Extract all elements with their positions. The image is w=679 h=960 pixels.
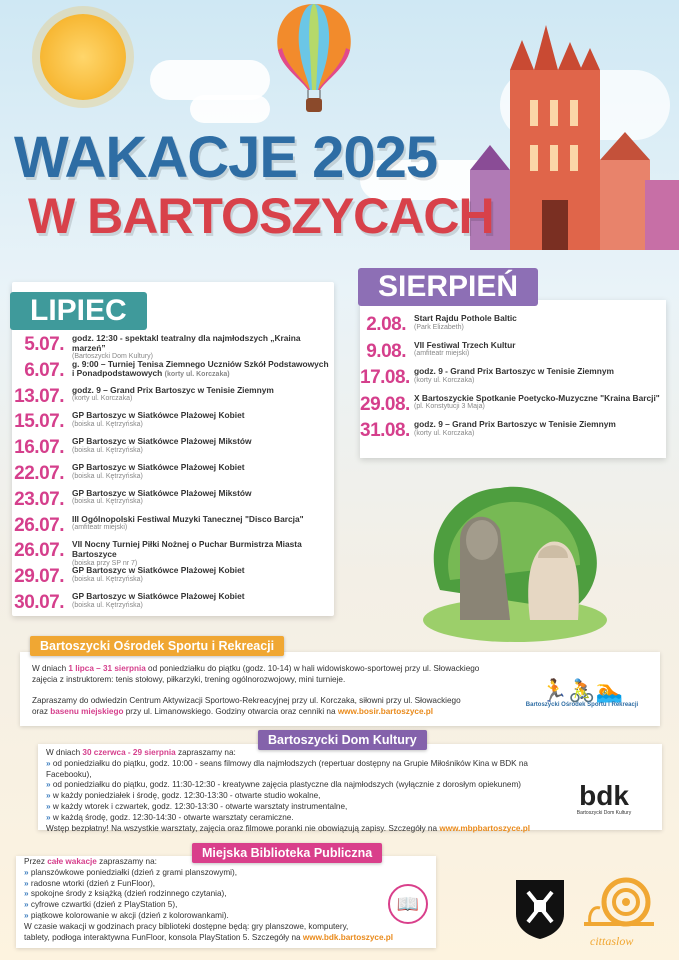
bosir-logo-text: Bartoszycki Ośrodek Sportu i Rekreacji <box>525 702 639 708</box>
bosir-logo <box>508 680 656 708</box>
list-item: » w każdą środę, godz. 12:30-14:30 - otwarte warsztaty ceramiczne. <box>46 812 294 822</box>
list-item: » spokojne środy z książką (dzień rodzinnego czytania), <box>24 889 227 899</box>
event-item <box>14 463 332 489</box>
bosir-section <box>20 652 660 726</box>
event-date: 29.08. <box>360 393 410 415</box>
event-date: 15.07. <box>14 411 64 433</box>
event-date: 23.07. <box>14 488 64 510</box>
sierpien-event-list <box>360 314 664 447</box>
list-item: » od poniedziałku do piątku, godz. 10:00 - seans filmowy dla najmłodszych (repertuar dostępny na Grupie Miłośników Kina w BDK na Facebooku), <box>46 758 528 779</box>
event-place: (korty ul. Korczaka) <box>164 371 230 379</box>
event-date: 29.07. <box>14 566 64 588</box>
sport-figures-icon: 🏃🚴🏊 <box>540 678 624 703</box>
mbp-outro-2: tablety, podłoga interaktywna FunFloor, konsola PlayStation 5. Szczegóły na <box>24 932 303 942</box>
list-item: » w każdy poniedziałek i środę, godz. 12:30-13:30 - otwarte studio wokalne, <box>46 791 321 801</box>
event-title: VII Festiwal Trzech Kultur <box>414 339 516 350</box>
bosir-title: Bartoszycki Ośrodek Sportu i Rekreacji <box>30 636 284 656</box>
event-date: 5.07. <box>24 334 64 355</box>
event-title: III Ogólnopolski Festiwal Muzyki Tanecznej "Disco Barcja" <box>72 513 304 524</box>
event-place: (Bartoszycki Dom Kultury) <box>72 353 153 361</box>
page-title: WAKACJE 2025 <box>14 125 438 190</box>
bdk-item: od poniedziałku do piątku, godz. 11:30-12:30 - kreatywne zajęcia plastyczne dla najmłodszych (wyłącznie z dorosłym opiekunem) <box>52 780 521 790</box>
bosir-p2-c: przy ul. Limanowskiego. Godziny otwarcia oraz cenniki na <box>123 706 338 716</box>
bdk-item: w każdy wtorek i czwartek, godz. 12:30-13:30 - otwarte warsztaty instrumentalne, <box>52 802 348 812</box>
bosir-p1-b: od poniedziałku do piątku (godz. 10-14) w hali widowiskowo-sportowej przy ul. Słowackiego <box>145 664 480 673</box>
event-place: (korty ul. Korczaka) <box>72 395 133 403</box>
library-logo <box>388 884 428 924</box>
event-item <box>14 334 332 360</box>
event-item <box>14 360 332 386</box>
mbp-highlight: całe wakacje <box>47 857 97 866</box>
cloud <box>190 95 270 123</box>
event-date: 16.07. <box>14 437 64 459</box>
event-title: GP Bartoszyc w Siatkówce Plażowej Mikstów <box>72 436 252 447</box>
mbp-outro-1: W czasie wakacji w godzinach pracy biblioteki dostępne będą: gry planszowe, komputery, <box>24 921 349 931</box>
event-place: (korty ul. Korczaka) <box>414 376 475 384</box>
bosir-p2-a: Zapraszamy do odwiedzin Centrum Aktywizacji Sportowo-Rekreacyjnej przy ul. Korczaka, siłowni przy ul. Słowackiego <box>32 696 461 705</box>
bdk-outro: Wstęp bezpłatny! Na wszystkie warsztaty, zajęcia oraz filmowe poranki nie obowiązują zapisy. Szczegóły na <box>46 823 440 833</box>
event-place: (boiska ul. Kętrzyńska) <box>72 575 143 583</box>
event-place: (korty ul. Korczaka) <box>414 429 475 437</box>
month-label-sierpien: SIERPIEŃ <box>358 268 538 306</box>
lipiec-event-list <box>14 334 332 618</box>
bosir-pool: basenu miejskiego <box>50 706 124 716</box>
event-item <box>360 341 664 368</box>
event-item <box>14 489 332 515</box>
page-subtitle: W BARTOSZYCACH <box>28 188 494 244</box>
event-title: Start Rajdu Pothole Baltic <box>414 313 517 323</box>
sun-icon <box>40 14 126 100</box>
list-item: » planszówkowe poniedziałki (dzień z grami planszowymi), <box>24 867 237 877</box>
event-item <box>14 540 332 566</box>
event-place: (Park Elizabeth) <box>414 323 464 331</box>
event-title: X Bartoszyckie Spotkanie Poetycko-Muzyczne "Kraina Barcji" <box>414 392 660 403</box>
bdk-title: Bartoszycki Dom Kultury <box>258 730 427 750</box>
mbp-link[interactable]: www.bdk.bartoszyce.pl <box>302 932 394 942</box>
sculpture-illustration <box>420 470 610 650</box>
event-title: godz. 9 – Grand Prix Bartoszyc w Tenisie Ziemnym <box>414 419 616 429</box>
mbp-item: spokojne środy z książką (dzień rodzinnego czytania), <box>30 889 227 899</box>
bdk-logo-mark <box>568 782 640 810</box>
hot-air-balloon-icon <box>268 0 360 120</box>
list-item: » od poniedziałku do piątku, godz. 11:30-12:30 - kreatywne zajęcia plastyczne dla najmłodszych (wyłącznie z dorosłym opiekunem) <box>46 780 521 790</box>
bdk-logo <box>568 782 640 816</box>
event-date: 26.07. <box>14 540 64 562</box>
bdk-intro-a: W dniach <box>46 748 83 757</box>
event-title: VII Nocny Turniej Piłki Nożnej o Puchar Burmistrza Miasta Bartoszyce <box>72 539 302 560</box>
event-date: 17.08. <box>360 367 410 388</box>
bdk-section <box>38 744 662 833</box>
event-item <box>360 394 664 421</box>
bosir-p1-c: zajęcia z instruktorem: tenis stołowy, piłkarzyki, trening ogólnorozwojowy, mini turnieje. <box>32 674 346 684</box>
book-icon: 📖 <box>396 893 420 914</box>
mbp-item: radosne wtorki (dzień z FunFloor), <box>30 878 156 888</box>
event-place: (boiska ul. Kętrzyńska) <box>72 472 143 480</box>
event-item <box>14 515 332 541</box>
event-place: (boiska ul. Kętrzyńska) <box>72 446 143 454</box>
event-title: GP Bartoszyc w Siatkówce Plażowej Kobiet <box>72 410 245 421</box>
event-date: 9.08. <box>366 340 406 362</box>
event-item <box>14 437 332 463</box>
bosir-link[interactable]: www.bosir.bartoszyce.pl <box>337 706 434 716</box>
event-place: (boiska ul. Kętrzyńska) <box>72 421 143 429</box>
event-item <box>360 367 664 394</box>
event-title: GP Bartoszyc w Siatkówce Plażowej Kobiet <box>72 565 245 576</box>
event-date: 6.07. <box>24 359 64 381</box>
bdk-logo-letters: bdk <box>579 780 629 811</box>
month-label-lipiec: LIPIEC <box>10 292 147 330</box>
list-item: » w każdy wtorek i czwartek, godz. 12:30-13:30 - otwarte warsztaty instrumentalne, <box>46 802 348 812</box>
event-place: (pl. Konstytucji 3 Maja) <box>414 403 485 411</box>
event-place: (boiska ul. Kętrzyńska) <box>72 498 143 506</box>
mbp-title: Miejska Biblioteka Publiczna <box>192 843 382 863</box>
bdk-dates: 30 czerwca - 29 sierpnia <box>82 748 176 757</box>
event-place: (amfiteatr miejski) <box>414 350 470 358</box>
event-place: (amfiteatr miejski) <box>72 524 128 532</box>
bosir-p1-a: W dniach <box>32 664 69 673</box>
mbp-item: planszówkowe poniedziałki (dzień z grami planszowymi), <box>30 867 237 877</box>
event-title: godz. 9 - Grand Prix Bartoszyc w Tenisie Ziemnym <box>414 366 614 376</box>
event-date: 22.07. <box>14 462 64 484</box>
bosir-p2-b: oraz <box>32 706 51 716</box>
bdk-text <box>46 748 566 835</box>
event-title: godz. 12:30 - spektakl teatralny dla najmłodszych „Kraina marzeń” <box>72 333 301 353</box>
event-date: 30.07. <box>14 591 64 613</box>
mbp-section <box>16 856 436 948</box>
event-title <box>72 360 332 380</box>
event-title: GP Bartoszyc w Siatkówce Plażowej Kobiet <box>72 590 245 601</box>
bosir-dates: 1 lipca – 31 sierpnia <box>68 664 146 673</box>
event-title: godz. 9 – Grand Prix Bartoszyc w Tenisie Ziemnym <box>72 384 274 395</box>
event-date: 13.07. <box>14 385 64 407</box>
event-item <box>14 592 332 618</box>
bdk-link[interactable]: www.mbpbartoszyce.pl <box>439 823 531 833</box>
event-date: 2.08. <box>366 314 406 335</box>
mbp-intro-a: Przez <box>24 857 48 866</box>
mbp-text <box>24 857 424 944</box>
list-item: » cyfrowe czwartki (dzień z PlayStation 5), <box>24 900 178 910</box>
bdk-item: w każdy poniedziałek i środę, godz. 12:30-13:30 - otwarte studio wokalne, <box>52 791 321 801</box>
event-date: 31.08. <box>360 420 410 441</box>
list-item: » piątkowe kolorowanie w akcji (dzień z kolorowankami). <box>24 911 229 921</box>
event-item <box>360 420 664 447</box>
bdk-intro-b: zapraszamy na: <box>175 748 236 757</box>
bosir-text-2 <box>32 696 492 718</box>
event-place: (boiska przy SP nr 7) <box>72 559 138 567</box>
event-title-text: g. 9:00 – Turniej Tenisa Ziemnego Uczniów Szkół Podstawowych i Ponadpodstawowych <box>72 358 329 379</box>
mbp-item: piątkowe kolorowanie w akcji (dzień z kolorowankami). <box>30 911 229 921</box>
event-title: GP Bartoszyc w Siatkówce Plażowej Kobiet <box>72 461 245 472</box>
cittaslow-logo-text: cittaslow <box>590 934 634 948</box>
event-date: 26.07. <box>14 514 64 536</box>
list-item: » radosne wtorki (dzień z FunFloor), <box>24 878 156 888</box>
mbp-intro-b: zapraszamy na: <box>96 857 157 866</box>
event-title: GP Bartoszyc w Siatkówce Plażowej Mikstów <box>72 487 252 498</box>
event-item <box>14 566 332 592</box>
event-place: (boiska ul. Kętrzyńska) <box>72 601 143 609</box>
event-item <box>360 314 664 341</box>
bosir-text <box>32 664 512 686</box>
coat-of-arms-icon <box>514 878 566 940</box>
mbp-item: cyfrowe czwartki (dzień z PlayStation 5), <box>30 900 178 910</box>
bdk-item: od poniedziałku do piątku, godz. 10:00 - seans filmowy dla najmłodszych (repertuar dostępny na Grupie Miłośników Kina w BDK na Facebooku), <box>46 758 528 779</box>
bdk-item: w każdą środę, godz. 12:30-14:30 - otwarte warsztaty ceramiczne. <box>52 812 294 822</box>
event-item <box>14 386 332 412</box>
event-item <box>14 411 332 437</box>
bdk-logo-sub: Bartoszycki Dom Kultury <box>576 810 632 816</box>
cloud <box>150 60 270 100</box>
